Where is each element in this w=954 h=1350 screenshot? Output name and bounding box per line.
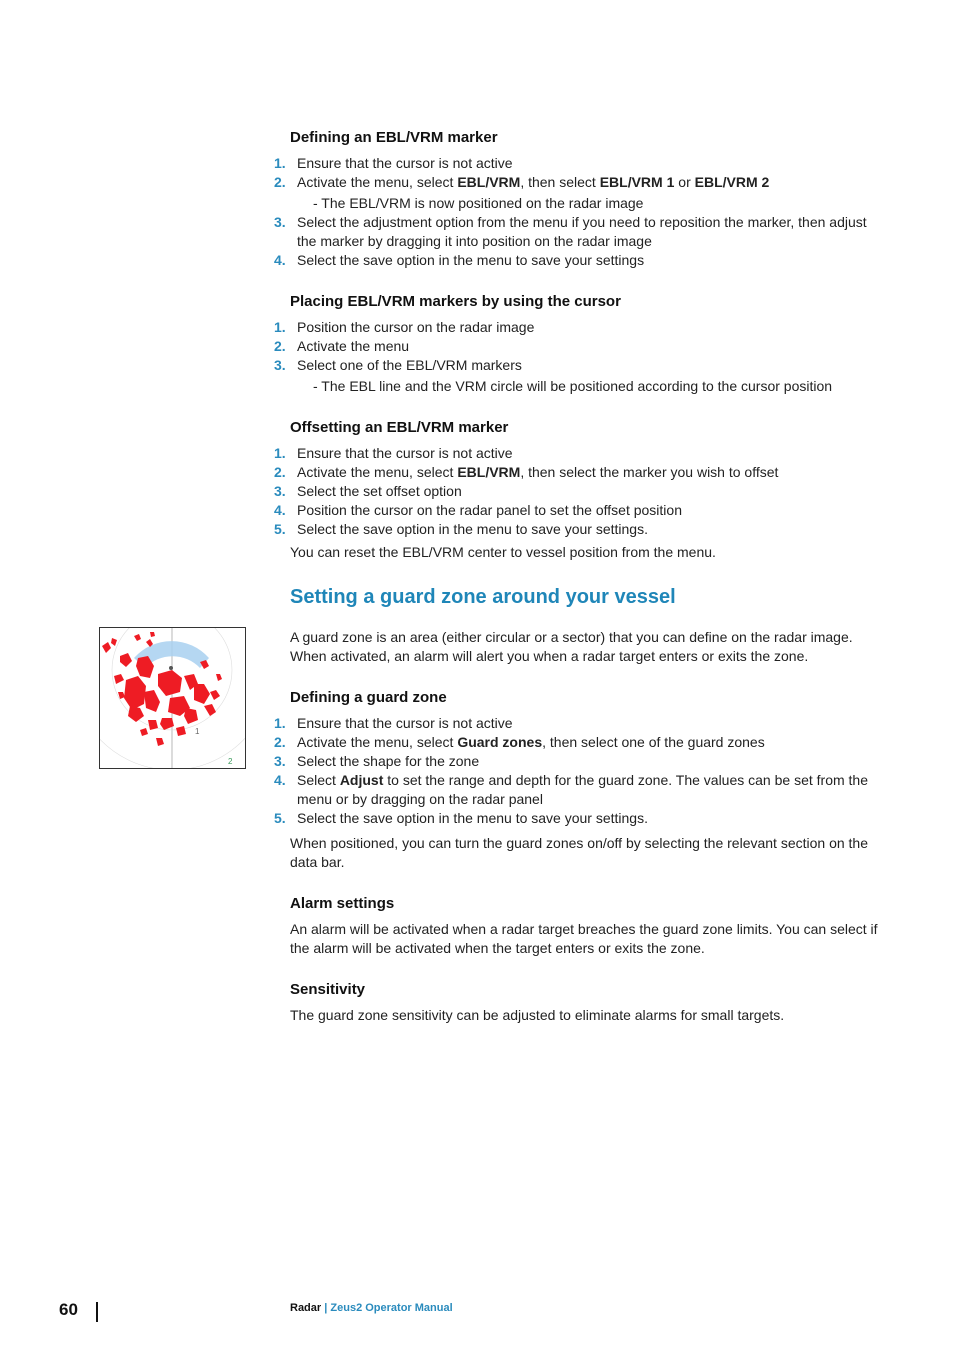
heading-place-ebl: Placing EBL/VRM markers by using the cursor [290, 293, 621, 310]
guard-zone-label-2: 2 [228, 757, 233, 766]
list-item [274, 356, 890, 396]
step-text: Select [297, 772, 340, 788]
step-number: 5. [274, 810, 286, 826]
guard-intro: A guard zone is an area (either circular or a sector) that you can define on the radar image. When activated, an alarm will alert you when a radar target enters or exits the zone. [290, 629, 853, 664]
step-number: 2. [274, 734, 286, 750]
step-number: 3. [274, 483, 286, 499]
step-text: Activate the menu, select [297, 174, 458, 190]
main-content [274, 128, 890, 1025]
list-item [274, 251, 890, 270]
list-item [274, 771, 890, 809]
steps-place-ebl [274, 318, 890, 396]
step-text: Activate the menu, select [297, 734, 458, 750]
list-item [274, 173, 890, 213]
footer-manual-name: Zeus2 Operator Manual [330, 1302, 453, 1314]
step-number: 4. [274, 772, 286, 788]
radar-guard-zone-image [99, 627, 246, 769]
footer-title [290, 1302, 453, 1314]
menu-term: EBL/VRM 2 [694, 174, 770, 190]
step-text: Position the cursor on the radar image [297, 319, 535, 335]
step-number: 3. [274, 753, 286, 769]
list-item [274, 154, 890, 173]
list-item [274, 444, 890, 463]
step-text: Ensure that the cursor is not active [297, 715, 513, 731]
step-number: 1. [274, 445, 286, 461]
heading-define-ebl: Defining an EBL/VRM marker [290, 129, 498, 146]
step-number: 5. [274, 521, 286, 537]
list-item [274, 733, 890, 752]
step-text: , then select the marker you wish to offset [520, 464, 779, 480]
step-subnote: - The EBL line and the VRM circle will be positioned according to the cursor position [313, 378, 833, 394]
step-number: 3. [274, 214, 286, 230]
step-number: 1. [274, 319, 286, 335]
menu-term: EBL/VRM [457, 174, 521, 190]
list-item [274, 318, 890, 337]
list-item [274, 213, 890, 251]
step-text: Select the adjustment option from the menu if you need to reposition the marker, then adjust the marker by dragging it into position on the radar image [297, 214, 867, 249]
page-number: 60 [59, 1300, 78, 1319]
footer-separator: | [321, 1302, 331, 1314]
step-text: Select the shape for the zone [297, 753, 480, 769]
step-number: 4. [274, 252, 286, 268]
guard-note: When positioned, you can turn the guard zones on/off by selecting the relevant section on the data bar. [290, 835, 869, 870]
step-text: Select the save option in the menu to save your settings [297, 252, 645, 268]
step-number: 2. [274, 338, 286, 354]
step-text: Ensure that the cursor is not active [297, 155, 513, 171]
step-text: Position the cursor on the radar panel to set the offset position [297, 502, 682, 518]
vessel-position [169, 666, 173, 670]
radar-image-svg [100, 628, 245, 768]
step-subnote: - The EBL/VRM is now positioned on the radar image [313, 195, 644, 211]
list-item [274, 501, 890, 520]
step-text: Activate the menu [297, 338, 410, 354]
sensitivity-text: The guard zone sensitivity can be adjusted to eliminate alarms for small targets. [290, 1007, 785, 1023]
heading-sensitivity: Sensitivity [290, 981, 366, 998]
heading-offset-ebl: Offsetting an EBL/VRM marker [290, 419, 509, 436]
offset-note: You can reset the EBL/VRM center to vessel position from the menu. [290, 544, 716, 560]
step-text: Select the set offset option [297, 483, 462, 499]
menu-term: Adjust [339, 772, 384, 788]
list-item [274, 752, 890, 771]
steps-offset-ebl [274, 444, 890, 539]
menu-term: Guard zones [457, 734, 543, 750]
footer-section: Radar [290, 1302, 322, 1314]
step-text: Select one of the EBL/VRM markers [297, 357, 522, 373]
steps-define-guard [274, 714, 890, 828]
list-item [274, 482, 890, 501]
step-text: Ensure that the cursor is not active [297, 445, 513, 461]
step-text: , then select one of the guard zones [542, 734, 765, 750]
step-text: or [674, 174, 695, 190]
step-text: to set the range and depth for the guard zone. The values can be set from the menu or by dragging on the radar panel [297, 772, 868, 807]
heading-alarm-settings: Alarm settings [290, 895, 395, 912]
guard-zone-label-1: 1 [195, 727, 200, 736]
step-text: Activate the menu, select [297, 464, 458, 480]
alarm-text: An alarm will be activated when a radar target breaches the guard zone limits. You can select if the alarm will be activated when the target enters or exits the zone. [290, 921, 878, 956]
page-footer [59, 1300, 659, 1324]
step-number: 1. [274, 155, 286, 171]
menu-term: EBL/VRM 1 [599, 174, 675, 190]
step-number: 4. [274, 502, 286, 518]
list-item [274, 337, 890, 356]
menu-term: EBL/VRM [457, 464, 521, 480]
step-number: 2. [274, 464, 286, 480]
step-text: Select the save option in the menu to save your settings. [297, 521, 648, 537]
list-item [274, 520, 890, 539]
list-item [274, 463, 890, 482]
step-number: 2. [274, 174, 286, 190]
list-item [274, 809, 890, 828]
page-number-divider [96, 1302, 98, 1322]
step-text: , then select [520, 174, 600, 190]
step-text: Select the save option in the menu to save your settings. [297, 810, 648, 826]
step-number: 1. [274, 715, 286, 731]
list-item [274, 714, 890, 733]
steps-define-ebl [274, 154, 890, 270]
step-number: 3. [274, 357, 286, 373]
section-title-guard-zone: Setting a guard zone around your vessel [290, 586, 676, 608]
heading-define-guard: Defining a guard zone [290, 689, 447, 706]
